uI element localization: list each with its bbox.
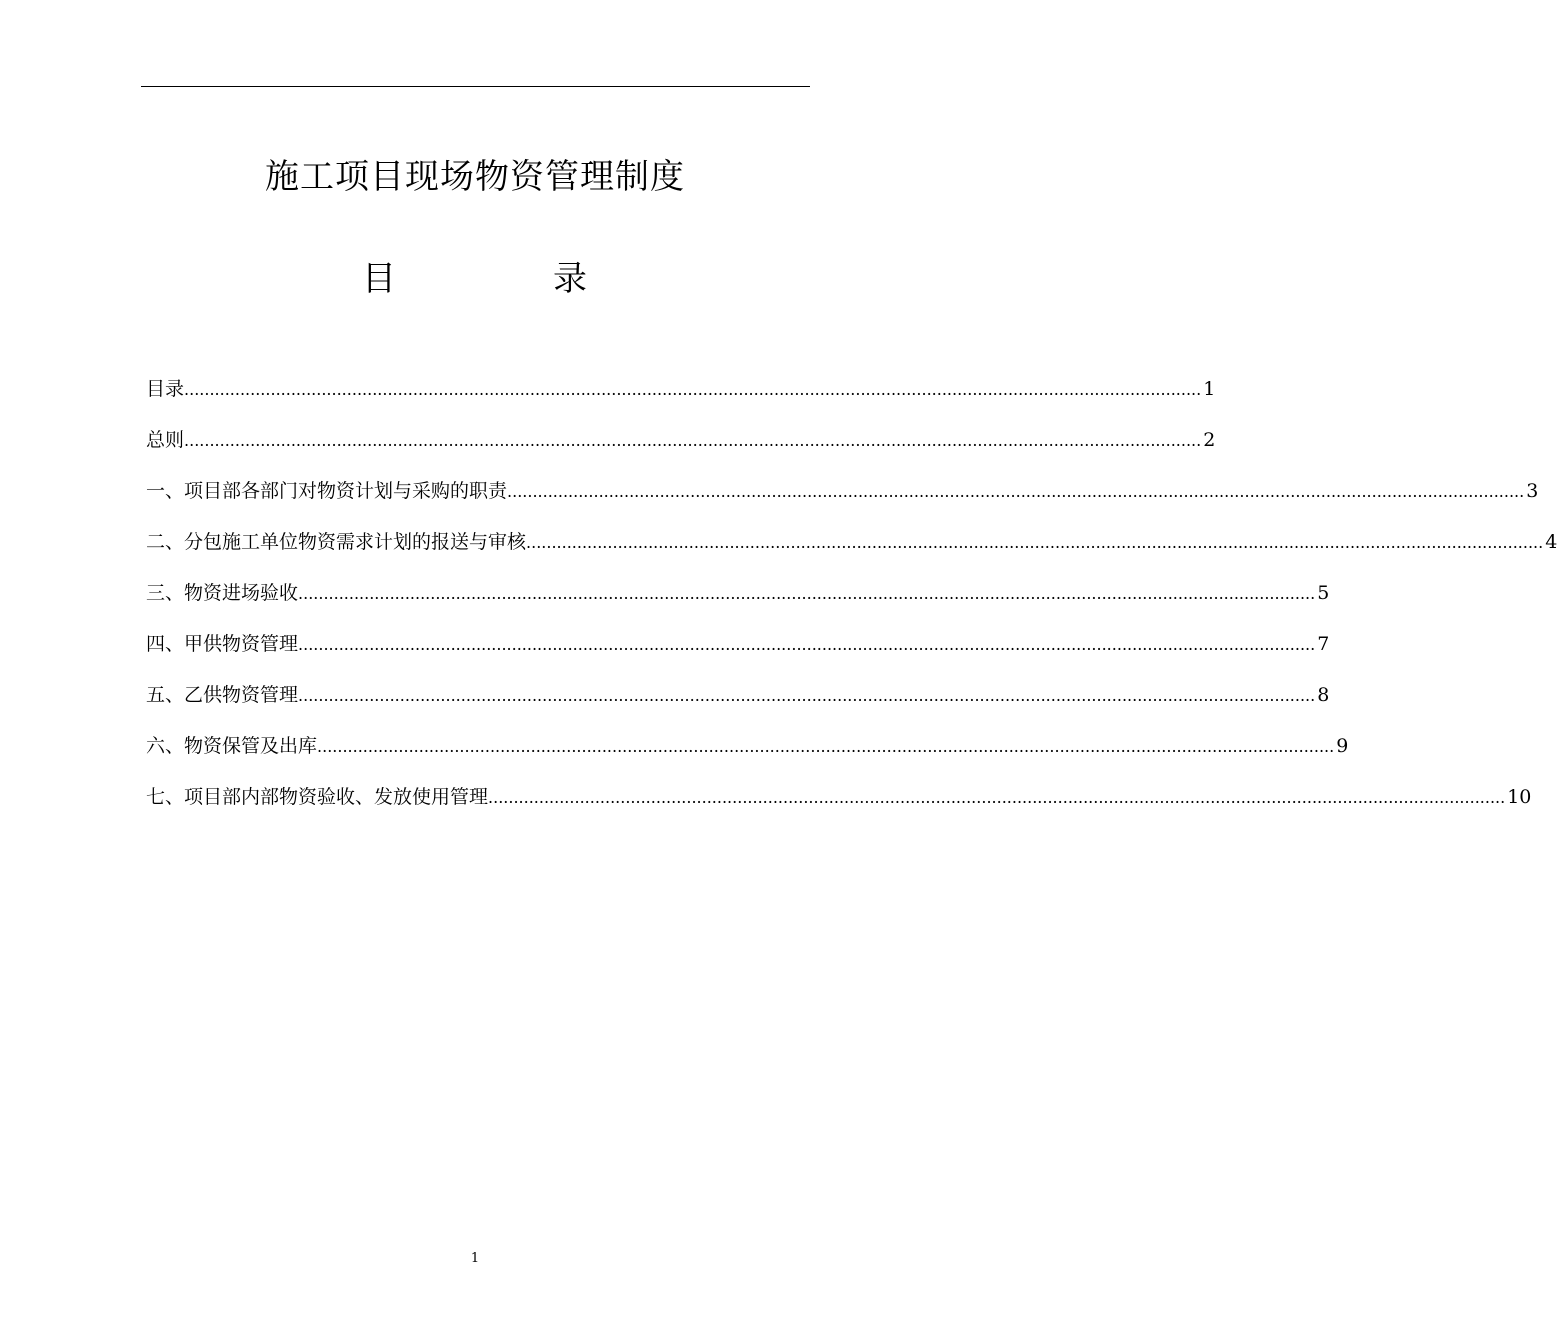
toc-item-page: 8 bbox=[1317, 684, 1330, 706]
toc-item[interactable] bbox=[146, 576, 1330, 627]
toc-item[interactable] bbox=[146, 729, 1349, 780]
toc-item[interactable] bbox=[146, 525, 1557, 576]
toc-item[interactable] bbox=[146, 474, 1539, 525]
toc-item-label: 五、乙供物资管理 bbox=[146, 684, 299, 706]
toc-heading-char-2: 录 bbox=[553, 259, 587, 299]
toc-leader: ........................................................................................................................................................................................................ bbox=[488, 788, 1506, 807]
toc-item[interactable] bbox=[146, 627, 1330, 678]
toc-item-page: 1 bbox=[1203, 378, 1216, 400]
toc-item-label: 目录 bbox=[146, 378, 185, 400]
toc-leader: ........................................................................................................................................................................................................ bbox=[298, 635, 1316, 654]
toc-heading-char-1: 目 bbox=[362, 259, 396, 299]
toc-leader: ........................................................................................................................................................................................................ bbox=[507, 482, 1525, 501]
toc-leader: ........................................................................................................................................................................................................ bbox=[184, 431, 1202, 450]
toc-item-page: 5 bbox=[1317, 582, 1330, 604]
toc-item-label: 三、物资进场验收 bbox=[146, 582, 299, 604]
toc-item-page: 4 bbox=[1545, 531, 1557, 553]
toc-item[interactable] bbox=[146, 372, 1216, 423]
toc-leader: ........................................................................................................................................................................................................ bbox=[298, 584, 1316, 603]
toc-item-page: 9 bbox=[1336, 735, 1349, 757]
page-number: 1 bbox=[470, 1251, 480, 1266]
toc-item-label: 一、项目部各部门对物资计划与采购的职责 bbox=[146, 480, 508, 502]
toc-item-label: 总则 bbox=[146, 429, 185, 451]
toc-heading bbox=[0, 254, 950, 304]
toc-item[interactable] bbox=[146, 423, 1216, 474]
table-of-contents bbox=[146, 372, 1557, 831]
toc-item[interactable] bbox=[146, 780, 1532, 831]
toc-leader: ........................................................................................................................................................................................................ bbox=[298, 686, 1316, 705]
toc-leader: ........................................................................................................................................................................................................ bbox=[526, 533, 1544, 552]
toc-item-label: 四、甲供物资管理 bbox=[146, 633, 299, 655]
toc-item-label: 七、项目部内部物资验收、发放使用管理 bbox=[146, 786, 489, 808]
toc-leader: ........................................................................................................................................................................................................ bbox=[317, 737, 1335, 756]
toc-item-page: 3 bbox=[1526, 480, 1539, 502]
toc-item-label: 二、分包施工单位物资需求计划的报送与审核 bbox=[146, 531, 527, 553]
toc-item[interactable] bbox=[146, 678, 1330, 729]
toc-item-label: 六、物资保管及出库 bbox=[146, 735, 318, 757]
header-rule bbox=[141, 86, 810, 87]
toc-leader: ........................................................................................................................................................................................................ bbox=[184, 380, 1202, 399]
toc-item-page: 7 bbox=[1317, 633, 1330, 655]
toc-item-page: 2 bbox=[1203, 429, 1216, 451]
toc-item-page: 10 bbox=[1507, 786, 1532, 808]
document-title: 施工项目现场物资管理制度 bbox=[265, 157, 685, 197]
